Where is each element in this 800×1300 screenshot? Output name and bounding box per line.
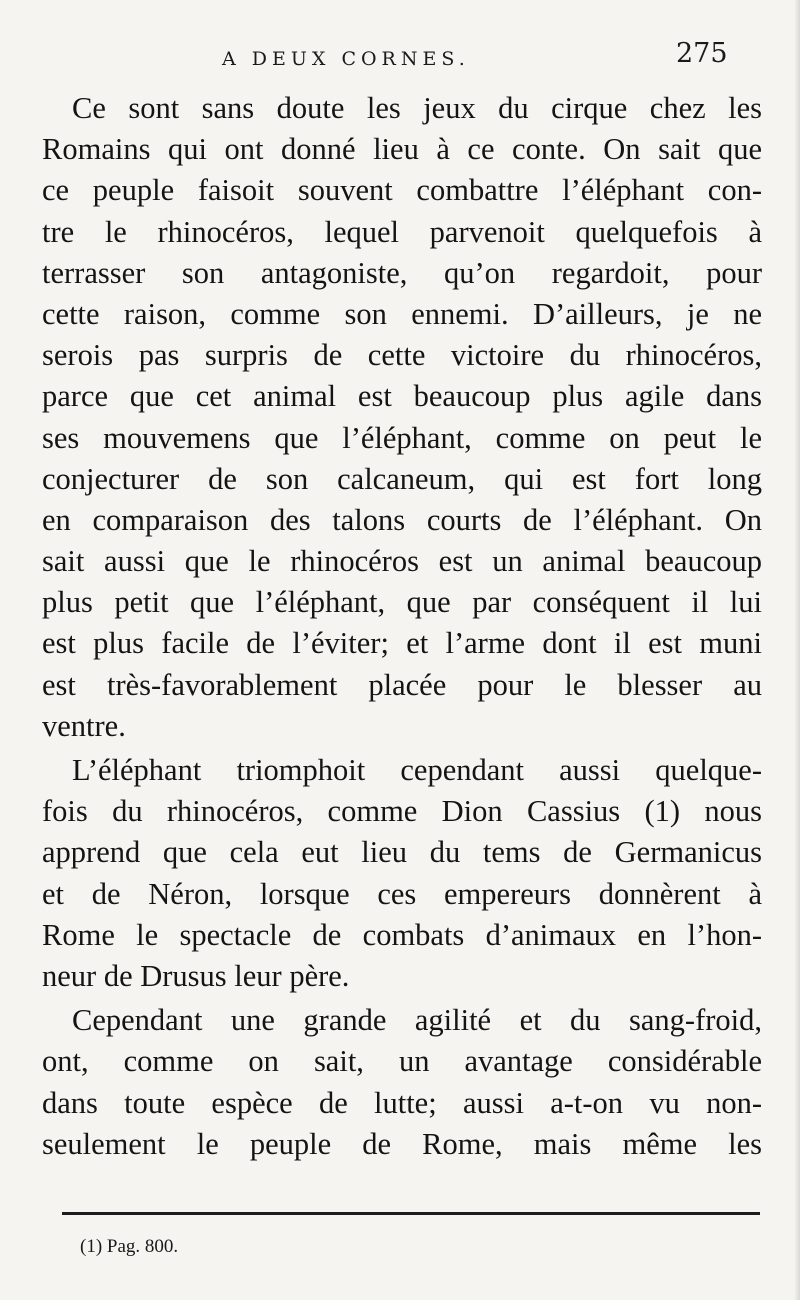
text-line: conjecturer de son calcaneum, qui est fort long	[42, 461, 762, 496]
text-line: Rome le spectacle de combats d’animaux en l’hon-	[42, 917, 762, 952]
text-line: plus petit que l’éléphant, que par conséquent il lui	[42, 585, 762, 620]
text-line: L’éléphant triomphoit cependant aussi quelque-	[72, 753, 762, 787]
text-line: Romains qui ont donné lieu à ce conte. On sait que	[42, 132, 762, 167]
page-number: 275	[676, 38, 728, 69]
page-header	[0, 38, 800, 88]
footnote: (1) Pag. 800.	[80, 1236, 179, 1257]
text-line: tre le rhinocéros, lequel parvenoit quelquefois à	[42, 214, 762, 249]
page-edge-shadow	[794, 0, 800, 1300]
text-line: seulement le peuple de Rome, mais même les	[42, 1126, 762, 1161]
text-line: ce peuple faisoit souvent combattre l’éléphant con-	[42, 173, 762, 208]
text-line: ses mouvemens que l’éléphant, comme on peut le	[42, 420, 762, 455]
text-line: Ce sont sans doute les jeux du cirque chez les	[72, 91, 762, 125]
text-line: est très-favorablement placée pour le blesser au	[42, 667, 762, 702]
text-line: ont, comme on sait, un avantage considérable	[42, 1044, 762, 1079]
body-text	[42, 88, 762, 1165]
running-head: A DEUX CORNES.	[222, 48, 470, 70]
text-line: et de Néron, lorsque ces empereurs donnèrent à	[42, 876, 762, 911]
text-line: dans toute espèce de lutte; aussi a-t-on vu non-	[42, 1085, 762, 1120]
text-line: apprend que cela eut lieu du tems de Germanicus	[42, 835, 762, 870]
text-line: ventre.	[42, 708, 126, 743]
text-line: est plus facile de l’éviter; et l’arme dont il est muni	[42, 626, 762, 661]
text-line: terrasser son antagoniste, qu’on regardoit, pour	[42, 255, 762, 290]
text-line: serois pas surpris de cette victoire du rhinocéros,	[42, 338, 762, 373]
paragraph-3	[42, 1000, 762, 1165]
text-line: fois du rhinocéros, comme Dion Cassius (1) nous	[42, 794, 762, 829]
text-line: Cependant une grande agilité et du sang-froid,	[72, 1003, 762, 1038]
footnote-rule	[62, 1212, 760, 1215]
text-line: en comparaison des talons courts de l’éléphant. On	[42, 502, 762, 537]
paragraph-1	[42, 88, 762, 747]
text-line: sait aussi que le rhinocéros est un animal beaucoup	[42, 544, 762, 579]
text-line: cette raison, comme son ennemi. D’ailleurs, je ne	[42, 296, 762, 331]
text-line: parce que cet animal est beaucoup plus agile dans	[42, 379, 762, 414]
text-line: neur de Drusus leur père.	[42, 958, 350, 993]
paragraph-2	[42, 750, 762, 997]
